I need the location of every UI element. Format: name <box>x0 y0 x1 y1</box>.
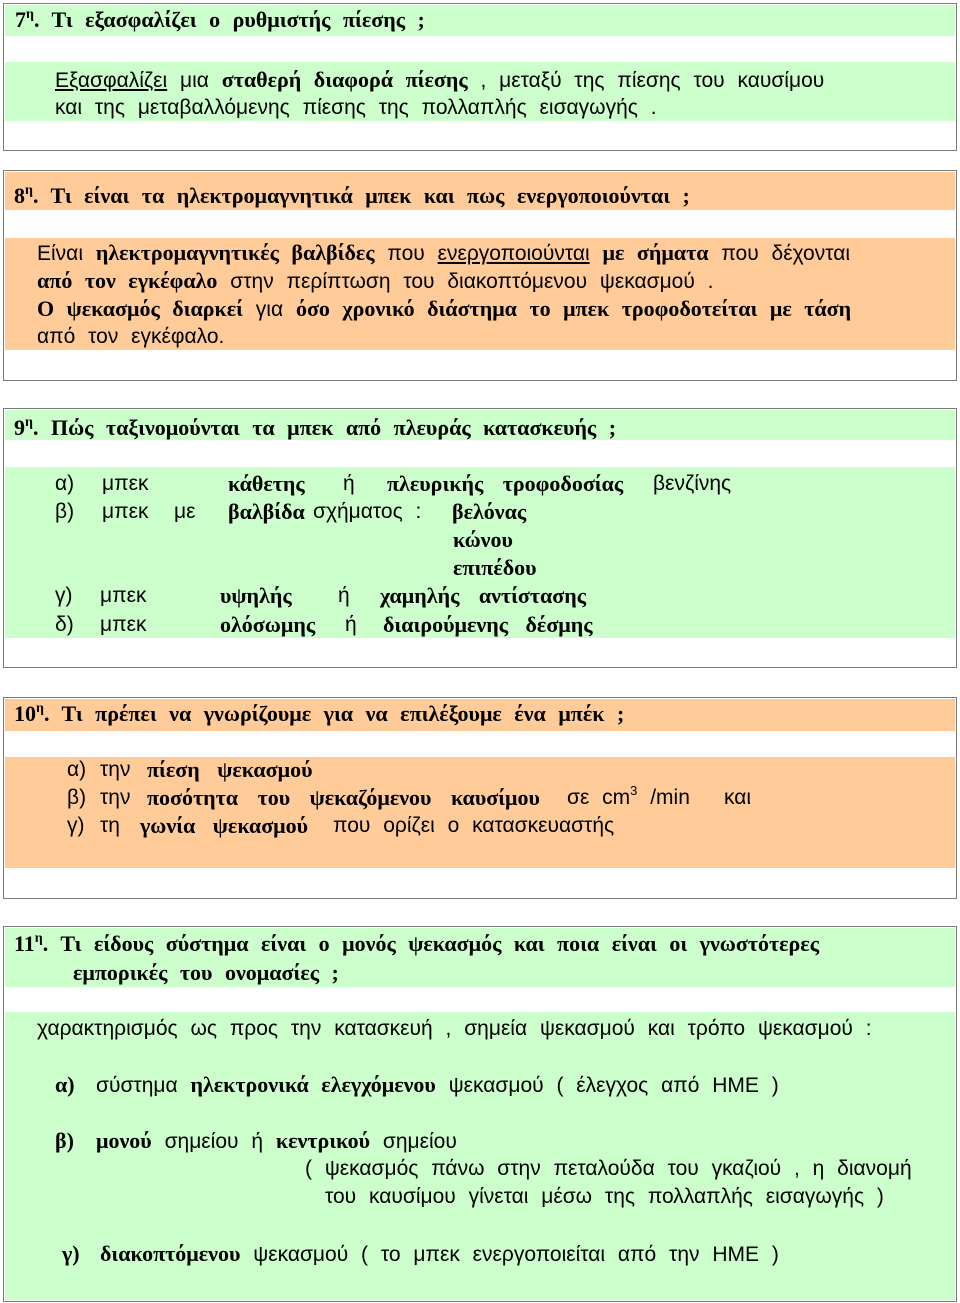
answer-bold-text: σταθερή διαφορά πίεσης <box>221 67 468 92</box>
answer-bold-text: διακοπτόμενου <box>100 1241 241 1266</box>
answer-text: σχήματος : <box>313 500 422 523</box>
answer-line <box>305 1155 912 1183</box>
answer-bold-text: πίεση ψεκασμού <box>147 757 313 782</box>
list-marker: α) <box>55 472 75 495</box>
answer-bold-text: υψηλής <box>220 583 292 608</box>
answer-line <box>4 611 954 639</box>
list-marker: α) <box>67 758 87 781</box>
answer-line <box>37 295 851 323</box>
answer-text <box>590 242 603 265</box>
answer-text: σε cm <box>567 786 631 809</box>
answer-line <box>4 784 954 812</box>
question-text: . Τι είναι τα ηλεκτρομαγνητικά μπεκ και πως ενεργοποιούνται ; <box>32 183 690 208</box>
answer-text: ή <box>338 584 350 607</box>
ordinal-suffix: η <box>34 930 43 946</box>
list-marker: α) <box>55 1072 75 1097</box>
ordinal-suffix: η <box>25 182 33 198</box>
answer-text: για <box>242 298 296 321</box>
question-7-box <box>3 3 957 151</box>
list-marker: β) <box>67 786 87 809</box>
question-10-title <box>14 700 624 728</box>
answer-text: από τον εγκέφαλο. <box>37 325 225 348</box>
answer-bold-text: βαλβίδα <box>228 499 305 524</box>
answer-bold-text: χαμηλής αντίστασης <box>380 583 587 608</box>
question-number: 9 <box>14 415 25 440</box>
question-11-title-line-2 <box>73 959 339 987</box>
answer-text: ψεκασμού ( το μπεκ ενεργοποιείται από την ΗΜΕ ) <box>240 1243 779 1266</box>
answer-bold-text: πλευρικής τροφοδοσίας <box>387 471 624 496</box>
answer-bold-text: μονού <box>96 1128 152 1153</box>
answer-text: στην περίπτωση του διακοπτόμενου ψεκασμού . <box>217 270 714 293</box>
question-text: . Τι πρέπει να γνωρίζουμε για να επιλέξουμε ένα μπέκ ; <box>43 701 625 726</box>
answer-bold-text: διαιρούμενης δέσμης <box>383 612 593 637</box>
answer-text: την <box>100 786 131 809</box>
answer-line <box>4 1071 954 1099</box>
answer-text: μπεκ <box>102 500 149 523</box>
answer-text: σημείου <box>370 1130 457 1153</box>
answer-text: /min <box>637 786 690 809</box>
answer-text: με <box>174 500 196 523</box>
answer-bold-text: με σήματα <box>602 240 709 265</box>
answer-text: του καυσίμου γίνεται μέσω της πολλαπλής εισαγωγής ) <box>325 1185 884 1208</box>
answer-line <box>325 1183 884 1211</box>
ordinal-suffix: η <box>26 6 34 22</box>
question-11-title <box>14 930 819 958</box>
answer-text: και <box>724 786 752 809</box>
answer-bold-text: γωνία ψεκασμού <box>140 813 309 838</box>
list-marker: γ) <box>55 584 73 607</box>
answer-rich-text <box>96 1071 779 1100</box>
answer-line <box>55 94 657 122</box>
answer-text: ή <box>343 472 355 495</box>
answer-bold-text: Ο ψεκασμός διαρκεί <box>37 296 243 321</box>
question-number: 7 <box>15 7 26 32</box>
question-9-box <box>3 408 957 668</box>
question-11-box <box>3 926 957 1302</box>
answer-text: ή <box>345 613 357 636</box>
answer-bold-text: όσο χρονικό διάστημα το μπεκ τροφοδοτείται με τάση <box>295 296 852 321</box>
answer-bold-text: ηλεκτρομαγνητικές βαλβίδες <box>95 240 375 265</box>
answer-text: τη <box>100 814 120 837</box>
answer-text: , μεταξύ της πίεσης του καυσίμου <box>467 69 825 92</box>
answer-line <box>4 526 954 554</box>
question-number: 8 <box>14 183 25 208</box>
answer-text: που <box>374 242 438 265</box>
answer-bold-text: κώνου <box>453 527 513 552</box>
answer-line <box>37 1015 872 1043</box>
answer-line <box>4 498 954 526</box>
answer-line <box>37 239 850 267</box>
answer-line <box>4 582 954 610</box>
answer-rich-text <box>100 1240 779 1269</box>
answer-text: Εξασφαλίζει <box>55 69 168 92</box>
question-number: 10 <box>14 701 36 726</box>
list-marker: γ) <box>62 1241 80 1266</box>
answer-text: μπεκ <box>102 472 149 495</box>
answer-text: σύστημα <box>96 1074 191 1097</box>
list-marker: β) <box>55 1128 74 1153</box>
answer-underlined-text: ενεργοποιούνται <box>437 242 590 265</box>
list-marker: δ) <box>55 613 74 636</box>
question-8-title <box>14 182 690 210</box>
question-10-box <box>3 697 957 899</box>
question-9-title <box>14 414 616 442</box>
answer-text: που δέχονται <box>708 242 851 265</box>
answer-text: μια <box>167 69 222 92</box>
answer-line <box>4 812 954 840</box>
answer-bold-text: από τον εγκέφαλο <box>37 268 218 293</box>
answer-line <box>4 756 954 784</box>
answer-rich-text <box>96 1127 457 1156</box>
answer-text: την <box>100 758 131 781</box>
question-8-box <box>3 170 957 381</box>
list-marker: γ) <box>67 814 85 837</box>
answer-bold-text: βελόνας <box>452 499 527 524</box>
answer-bold-text: κάθετης <box>228 471 305 496</box>
answer-line <box>37 323 224 351</box>
answer-text: σημείου ή <box>151 1130 276 1153</box>
answer-bold-text: κεντρικού <box>275 1128 371 1153</box>
answer-line <box>4 1127 954 1155</box>
answer-text: ( ψεκασμός πάνω στην πεταλούδα του γκαζιού , η διανομή <box>305 1157 912 1180</box>
answer-text: βενζίνης <box>653 472 732 495</box>
answer-text: που ορίζει ο κατασκευαστής <box>333 814 615 837</box>
answer-line <box>37 267 714 295</box>
answer-line <box>4 470 954 498</box>
answer-text: μπεκ <box>100 584 147 607</box>
answer-text: ψεκασμού ( έλεγχος από ΗΜΕ ) <box>435 1074 779 1097</box>
answer-bold-text: ηλεκτρονικά ελεγχόμενου <box>190 1072 436 1097</box>
answer-text: μπεκ <box>100 613 147 636</box>
question-number: 11 <box>14 931 35 956</box>
answer-bold-text: ολόσωμης <box>220 612 316 637</box>
answer-bold-text: επιπέδου <box>453 555 537 580</box>
ordinal-suffix: η <box>36 700 44 716</box>
answer-text: και της μεταβαλλόμενης πίεσης της πολλαπλής εισαγωγής . <box>55 96 657 119</box>
answer-bold-text: ποσότητα του ψεκαζόμενου καυσίμου <box>147 785 540 810</box>
answer-text: χαρακτηρισμός ως προς την κατασκευή , σημεία ψεκασμού και τρόπο ψεκασμού : <box>37 1017 872 1040</box>
unit-text <box>567 784 690 812</box>
superscript: 3 <box>630 783 638 798</box>
question-text: . Τι είδους σύστημα είναι ο μονός ψεκασμός και ποια είναι οι γνωστότερες <box>42 931 819 956</box>
question-text: εμπορικές του ονομασίες ; <box>73 960 339 985</box>
ordinal-suffix: η <box>25 414 33 430</box>
question-text: . Τι εξασφαλίζει ο ρυθμιστής πίεσης ; <box>33 7 425 32</box>
answer-line <box>55 66 824 94</box>
question-7-title <box>15 6 425 34</box>
answer-line <box>4 554 954 582</box>
question-text: . Πώς ταξινομούνται τα μπεκ από πλευράς κατασκευής ; <box>32 415 617 440</box>
answer-line <box>4 1240 954 1268</box>
list-marker: β) <box>55 500 75 523</box>
answer-text: Είναι <box>37 242 96 265</box>
